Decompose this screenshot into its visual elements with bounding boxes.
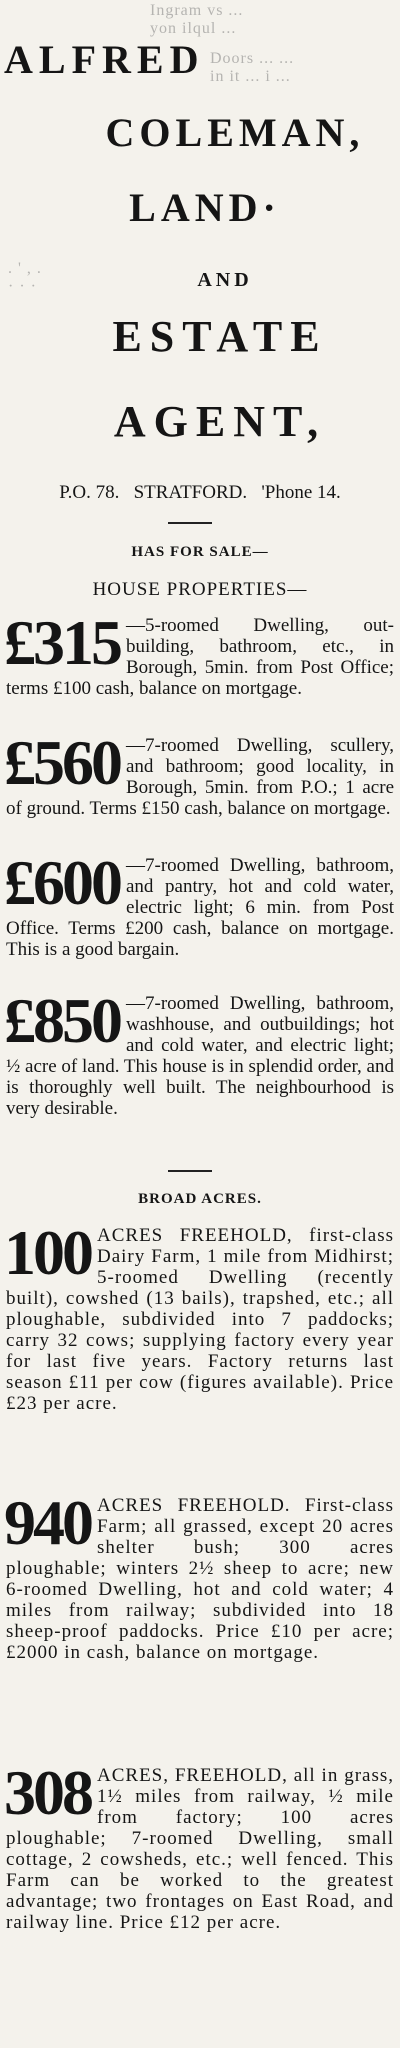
listing-price: £315 [4, 607, 120, 678]
listing-text: —7-roomed Dwelling, bathroom, washhouse, and outbuildings; hot and cold water, and electric light; ½ acre of land. This house is in splendid order, and is thoroughly well built. The neighbourhood is very desirable. [6, 993, 394, 1119]
house-listing [4, 847, 394, 960]
listing-price: £600 [4, 847, 120, 918]
listing-text: ACRES, FREEHOLD, all in grass, 1½ miles from railway, ½ mile from factory; 100 acres ploughable; 7-roomed Dwelling, small cottage, 2 cowsheds, etc.; well fenced. This Farm can be worked to the greatest advantage; two frontages on East Road, and railway line. Price £12 per acre. [6, 1765, 394, 1933]
listing-text: ACRES FREEHOLD, first-class Dairy Farm, 1 mile from Midhirst; 5-roomed Dwelling (recently built), cowshed (13 bails), trapshed, etc.; all ploughable, subdivided into 7 paddocks; carry 32 cows; supplying factory every year for last five years. Factory returns last season £11 per cow (figures available). Price £23 per acre. [6, 1225, 394, 1414]
house-listing [4, 607, 394, 699]
agent-title-estate: ESTATE [112, 312, 328, 361]
listing-price: £850 [4, 985, 120, 1056]
broad-acres-heading: BROAD ACRES. [138, 1191, 262, 1207]
listing-acres: 308 [4, 1757, 91, 1828]
listing-price: £560 [4, 727, 120, 798]
agent-title-land: LAND· [129, 185, 281, 230]
for-sale-heading: HAS FOR SALE— [131, 544, 269, 560]
divider [168, 1170, 212, 1172]
contact-line: P.O. 78. STRATFORD. 'Phone 14. [59, 482, 341, 503]
listing-text: —7-roomed Dwelling, bathroom, and pantry, hot and cold water, electric light; 6 min. from Post Office. Terms £200 cash, balance on mortgage. This is a good bargain. [6, 855, 394, 960]
farm-listing [4, 1487, 394, 1663]
agent-first-name: ALFRED [4, 37, 205, 82]
listing-acres: 100 [4, 1217, 91, 1288]
agent-title-and: AND [197, 269, 253, 291]
farm-listing [4, 1217, 394, 1414]
divider [168, 522, 212, 524]
listing-text: ACRES FREEHOLD. First-class Farm; all grassed, except 20 acres shelter bush; 300 acres ploughable; winters 2½ sheep to acre; new 6-roomed Dwelling, hot and cold water; 4 miles from railway; subdivided into 18 sheep-proof paddocks. Price £10 per acre; £2000 in cash, balance on mortgage. [6, 1495, 394, 1663]
house-listing [4, 985, 394, 1119]
farm-listing [4, 1757, 394, 1933]
house-listing [4, 727, 394, 819]
listing-text: —5-roomed Dwelling, out-building, bathroom, etc., in Borough, 5min. from Post Office; terms £100 cash, balance on mortgage. [6, 615, 394, 699]
agent-title-agent: AGENT, [113, 397, 327, 446]
show-through-text: . ' , . · · · [8, 260, 42, 295]
show-through-text: Doors ... ... in it ... i ... [210, 50, 295, 85]
agent-surname: COLEMAN, [105, 110, 365, 155]
listing-acres: 940 [4, 1487, 91, 1558]
house-properties-heading: HOUSE PROPERTIES— [92, 579, 308, 600]
show-through-text: Ingram vs ... yon ilqul ... [150, 2, 244, 37]
listing-text: —7-roomed Dwelling, scullery, and bathroom; good locality, in Borough, 5min. from P.O.; 1 acre of ground. Terms £150 cash, balance on mortgage. [6, 735, 394, 819]
